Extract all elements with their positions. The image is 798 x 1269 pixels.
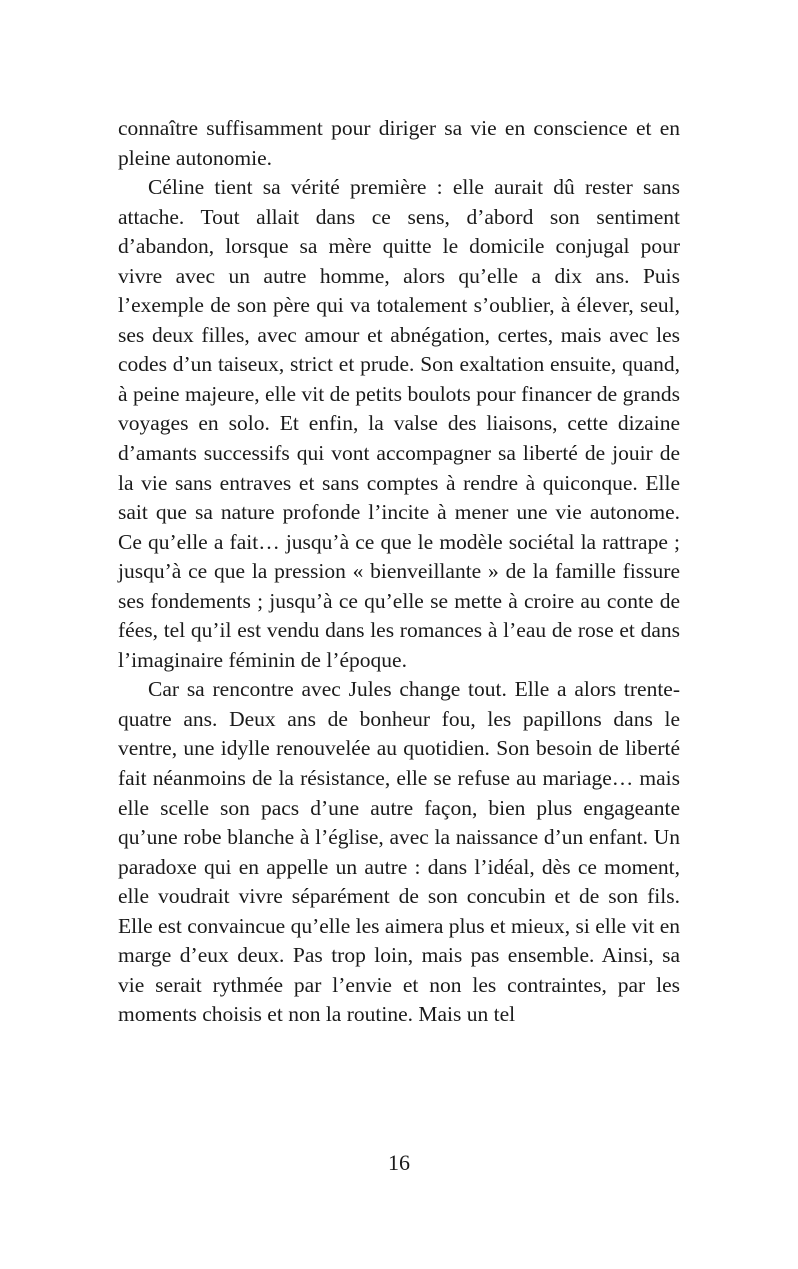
body-text: [118, 114, 680, 1030]
paragraph-2: Céline tient sa vérité première : elle aurait dû rester sans attache. Tout allait dans ce sens, d’abord son sentiment d’abandon, lorsque sa mère quitte le domicile conjugal pour vivre avec un autre homme, alors qu’elle a dix ans. Puis l’exemple de son père qui va totalement s’oublier, à élever, seul, ses deux filles, avec amour et abnégation, certes, mais avec les codes d’un taiseux, strict et prude. Son exaltation ensuite, quand, à peine majeure, elle vit de petits boulots pour financer de grands voyages en solo. Et enfin, la valse des liaisons, cette dizaine d’amants successifs qui vont accompagner sa liberté de jouir de la vie sans entraves et sans comptes à rendre à quiconque. Elle sait que sa nature profonde l’incite à mener une vie autonome. Ce qu’elle a fait… jusqu’à ce que le modèle sociétal la rattrape ; jusqu’à ce que la pression « bienveillante » de la famille fissure ses fondements ; jusqu’à ce qu’elle se mette à croire au conte de fées, tel qu’il est vendu dans les romances à l’eau de rose et dans l’imaginaire féminin de l’époque.: [118, 175, 680, 672]
paragraph-3: Car sa rencontre avec Jules change tout. Elle a alors trente-quatre ans. Deux ans de bonheur fou, les papillons dans le ventre, une idylle renouvelée au quotidien. Son besoin de liberté fait néanmoins de la résistance, elle se refuse au mariage… mais elle scelle son pacs d’une autre façon, bien plus engageante qu’une robe blanche à l’église, avec la naissance d’un enfant. Un paradoxe qui en appelle un autre : dans l’idéal, dès ce moment, elle voudrait vivre séparément de son concubin et de son fils. Elle est convaincue qu’elle les aimera plus et mieux, si elle vit en marge d’eux deux. Pas trop loin, mais pas ensemble. Ainsi, sa vie serait rythmée par l’envie et non les contraintes, par les moments choisis et non la routine. Mais un tel: [118, 677, 680, 1027]
paragraph-1: connaître suffisamment pour diriger sa vie en conscience et en pleine autonomie.: [118, 116, 680, 170]
page-number: 16: [388, 1150, 410, 1175]
